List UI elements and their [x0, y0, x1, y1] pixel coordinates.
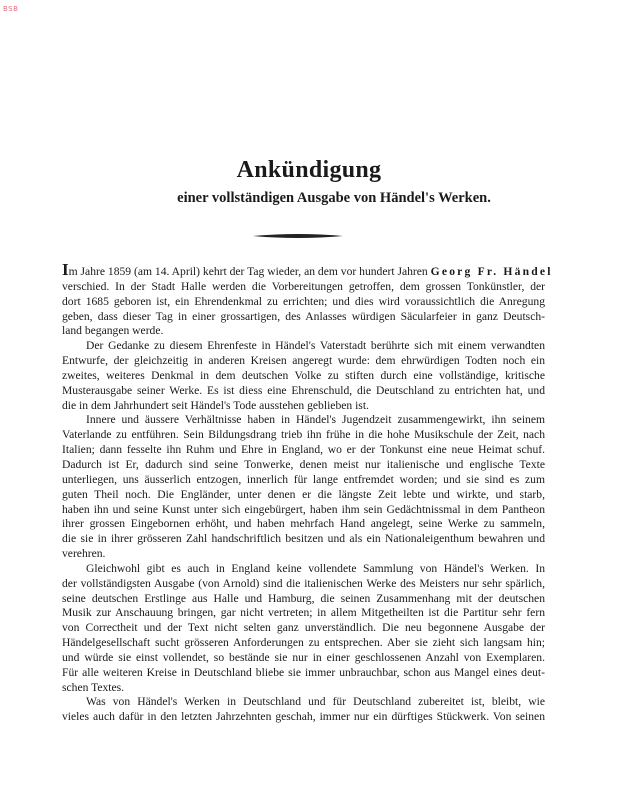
text-line: Entwurfe, der gleichzeitig in anderen Kreisen angeregt wurde: dem ehrwürdigen Todten noch ein: [62, 354, 545, 368]
text-line: ihrer grossen Eingebornen erhöht, und haben mehrfach Hand angelegt, seine Werke zu sammeln,: [62, 517, 545, 531]
drop-cap: I: [62, 260, 69, 279]
composer-name: Georg Fr. Händel: [430, 265, 553, 278]
text-line: seine deutschen Erstlinge aus Halle und Hamburg, die seinen Zusammenhang mit der deutschen: [62, 591, 545, 605]
text-line: unterliegen, uns äusserlich entzogen, innerlich für lange entfremdet worden; und sie sind es zum: [62, 472, 545, 486]
text-line: die in dem Jahrhundert seit Händel's Tode ausstehen geblieben ist.: [62, 398, 369, 412]
library-watermark: BSB: [3, 5, 19, 13]
body-text: [62, 260, 553, 725]
text-fragment: m Jahre 1859 (am 14. April) kehrt der Tag wieder, an dem vor hundert Jahren: [68, 265, 431, 278]
text-line: Was von Händel's Werken in Deutschland und für Deutschland zubereitet ist, bleibt, wie: [86, 695, 545, 709]
text-line: verschied. In der Stadt Halle werden die Vorbereitungen getroffen, dem grossen Tonkünstler, der: [62, 279, 545, 293]
text-line-first: [62, 260, 553, 280]
page-subtitle: einer vollständigen Ausgabe von Händel's Werken.: [177, 190, 491, 206]
text-line: Dadurch ist Er, dadurch sind seine Tonwerke, denen meist nur italienische und englische Texte: [62, 457, 545, 471]
text-line: zweites, weiteres Denkmal in dem deutschen Volke zu stiften durch eine vollständige, kritische: [62, 368, 545, 382]
text-line: verehren.: [62, 547, 106, 561]
text-line: Vaterlande zu entführen. Sein Bildungsdrang trieb ihn frühe in die hohe Musikschule der Zeit, nach: [62, 428, 545, 442]
text-line: Gleichwohl gibt es auch in England keine vollendete Sammlung von Händel's Werken. In: [86, 561, 545, 575]
text-line: schen Textes.: [62, 680, 125, 694]
ornament-divider: [253, 233, 343, 239]
page-title: Ankündigung: [236, 157, 382, 183]
text-line: die sie in ihrer grösseren Zahl handschriftlich besitzen und als ein Nationaleigenthum bewahren und: [62, 532, 545, 546]
text-line: Der Gedanke zu diesem Ehrenfeste in Händel's Vaterstadt berührte sich mit einem verwandten: [86, 339, 545, 353]
text-line: guten Theil noch. Die Engländer, unter denen er die längste Zeit lebte und wirkte, und starb,: [62, 487, 545, 501]
text-line: land begangen werde.: [62, 324, 164, 338]
text-line: geben, dass dieser Tag in einer grossartigen, des Anlasses würdigen Säcularfeier in ganz Deutsch-: [62, 309, 545, 323]
text-line: Musik zur Anschauung bringen, gar nicht vertreten; in allem Mitgetheilten ist die Partitur sehr fern: [62, 606, 545, 620]
text-line: Musterausgabe seiner Werke. Es ist diess eine Ehrenschuld, die Deutschland zu entrichten hat, und: [62, 383, 545, 397]
text-line: der vollständigsten Ausgabe (von Arnold) sind die italienischen Werke des Meisters nur sehr spärlich,: [62, 576, 545, 590]
text-line: haben ihn und seine Kunst unter sich eingebürgert, haben ihm sein Gedächtnissmal in dem Pantheon: [62, 502, 545, 516]
text-line: und würde sie einst vollendet, so bestände sie nur in einer geschlossenen Anzahl von Exemplaren.: [62, 650, 545, 664]
text-line: vieles auch dafür in den letzten Jahrzehnten geschah, immer nur ein dürftiges Stückwerk. Von seinen: [62, 710, 545, 724]
text-line: Händelgesellschaft sucht grösseren Anforderungen zu entsprechen. Aber sie zieht sich langsam hin;: [62, 636, 545, 650]
text-line: Innere und äussere Verhältnisse haben in Händel's Jugendzeit zusammengewirkt, ihn seinem: [86, 413, 545, 427]
paragraph-lines: [62, 280, 545, 725]
text-line: Italien; dann fesselte ihn Ruhm und Ehre in England, wo er der Tonkunst eine neue Heimat schuf.: [62, 443, 545, 457]
text-line: von Correctheit und der Text nicht selten ganz unverständlich. Die neu begonnene Ausgabe der: [62, 621, 545, 635]
text-line: Für alle weiteren Kreise in Deutschland bliebe sie immer unbrauchbar, schon aus Mangel eines deut-: [62, 665, 545, 679]
text-line: dort 1685 geboren ist, ein Ehrendenkmal zu errichten; und dies wird voraussichtlich die Anregung: [62, 294, 545, 308]
